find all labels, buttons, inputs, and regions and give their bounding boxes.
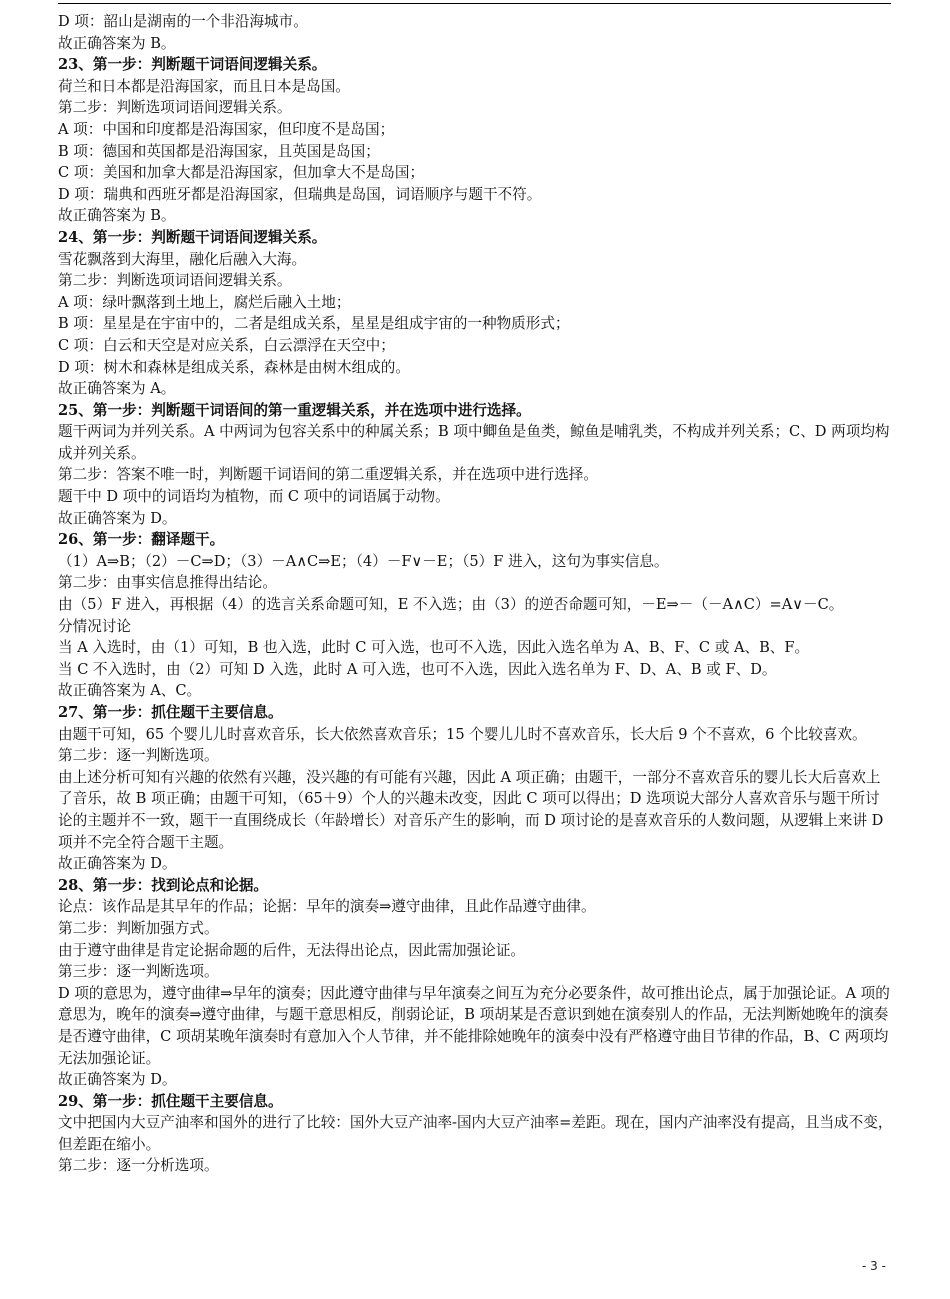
question-heading-line: 29、第一步：抓住题干主要信息。 (58, 1092, 283, 1110)
answer-explanations-text (58, 11, 894, 1177)
text-line: 第二步：由事实信息推得出结论。 (58, 574, 277, 592)
text-line: 由（5）F 进入，再根据（4）的选言关系命题可知，E 不入选；由（3）的逆否命题可知，－E⇒－（－A∧C）=A∨－C。 (58, 596, 844, 614)
text-line: 故正确答案为 B。 (58, 207, 176, 225)
text-line: C 项：白云和天空是对应关系，白云漂浮在天空中； (58, 336, 395, 354)
text-line: D 项的意思为，遵守曲律⇒早年的演奏；因此遵守曲律与早年演奏之间互为充分必要条件，故可推出论点，属于加强论证。A 项的意思为，晚年的演奏⇒遵守曲律，与题干意思相反，削弱论证，B 项胡某是否意识到她在演奏别人的作品，无法判断她晚年的演奏是否遵守曲律，C 项胡某晚年演奏时有意加入个人节律，并不能排除她晚年的演奏中没有严格遵守曲目节律的作品，B、C 两项均无法加强论证。 (58, 984, 890, 1067)
text-line: B 项：德国和英国都是沿海国家，且英国是岛国； (58, 142, 380, 160)
text-line: B 项：星星是在宇宙中的，二者是组成关系，星星是组成宇宙的一种物质形式； (58, 315, 570, 333)
text-line: A 项：中国和印度都是沿海国家，但印度不是岛国； (58, 120, 395, 138)
text-line: 文中把国内大豆产油率和国外的进行了比较：国外大豆产油率-国内大豆产油率=差距。现在，国内产油率没有提高，且当成不变，但差距在缩小。 (58, 1114, 893, 1153)
text-line: 第二步：逐一判断选项。 (58, 747, 219, 765)
text-line: 故正确答案为 D。 (58, 509, 177, 527)
text-line: D 项：树木和森林是组成关系，森林是由树木组成的。 (58, 358, 410, 376)
text-line: 第二步：判断加强方式。 (58, 919, 219, 937)
text-line: D 项：瑞典和西班牙都是沿海国家，但瑞典是岛国，词语顺序与题干不符。 (58, 185, 542, 203)
text-line: 题干中 D 项中的词语均为植物，而 C 项中的词语属于动物。 (58, 488, 450, 506)
text-line: 第二步：判断选项词语间逻辑关系。 (58, 99, 292, 117)
text-line: 当 C 不入选时，由（2）可知 D 入选，此时 A 可入选，也可不入选，因此入选名单为 F、D、A、B 或 F、D。 (58, 660, 777, 678)
question-heading-line: 23、第一步：判断题干词语间逻辑关系。 (58, 56, 327, 74)
text-line: 第二步：判断选项词语间逻辑关系。 (58, 272, 292, 290)
text-line: A 项：绿叶飘落到土地上，腐烂后融入土地； (58, 293, 351, 311)
text-line: 荷兰和日本都是沿海国家，而且日本是岛国。 (58, 77, 350, 95)
text-line: 故正确答案为 B。 (58, 34, 176, 52)
text-line: 由题干可知，65 个婴儿儿时喜欢音乐，长大依然喜欢音乐；15 个婴儿儿时不喜欢音乐，长大后 9 个不喜欢，6 个比较喜欢。 (58, 725, 867, 743)
text-line: 故正确答案为 A、C。 (58, 682, 202, 700)
text-line: 故正确答案为 D。 (58, 855, 177, 873)
text-line: 当 A 入选时，由（1）可知，B 也入选，此时 C 可入选，也可不入选，因此入选名单为 A、B、F、C 或 A、B、F。 (58, 639, 810, 657)
text-line: 故正确答案为 D。 (58, 1071, 177, 1089)
text-line: 论点：该作品是其早年的作品；论据：早年的演奏⇒遵守曲律，且此作品遵守曲律。 (58, 898, 596, 916)
text-line: 题干两词为并列关系。A 中两词为包容关系中的种属关系；B 项中鲫鱼是鱼类，鲸鱼是哺乳类，不构成并列关系；C、D 两项均构成并列关系。 (58, 423, 890, 462)
page-number: - 3 - (862, 1259, 886, 1273)
text-line: 分情况讨论 (58, 617, 131, 635)
text-line: 由于遵守曲律是肯定论据命题的后件，无法得出论点，因此需加强论证。 (58, 941, 526, 959)
question-heading-line: 28、第一步：找到论点和论据。 (58, 876, 269, 894)
header-rule (58, 3, 891, 4)
text-line: （1）A⇒B；（2）－C⇒D；（3）－A∧C⇒E；（4）－F∨－E；（5）F 进入，这句为事实信息。 (58, 552, 669, 570)
text-line: 雪花飘落到大海里，融化后融入大海。 (58, 250, 307, 268)
question-heading-line: 27、第一步：抓住题干主要信息。 (58, 704, 283, 721)
question-heading-line: 25、第一步：判断题干词语间的第一重逻辑关系，并在选项中进行选择。 (58, 401, 531, 419)
text-line: C 项：美国和加拿大都是沿海国家，但加拿大不是岛国； (58, 164, 425, 182)
text-line: D 项：韶山是湖南的一个非沿海城市。 (58, 13, 308, 30)
text-line: 由上述分析可知有兴趣的依然有兴趣，没兴趣的有可能有兴趣，因此 A 项正确；由题干，一部分不喜欢音乐的婴儿长大后喜欢上了音乐，故 B 项正确；由题干可知，（65＋9）个人的兴趣未改变，因此 C 项可以得出；D 选项说大部分人喜欢音乐与题干所讨论的主题并不一致，题干一直围绕成长（年龄增长）对音乐产生的影响，而 D 项讨论的是喜欢音乐的人数问题，从逻辑上来讲 D 项并不完全符合题干主题。 (58, 768, 884, 851)
text-line: 第二步：答案不唯一时，判断题干词语间的第二重逻辑关系，并在选项中进行选择。 (58, 466, 598, 484)
question-heading-line: 26、第一步：翻译题干。 (58, 531, 225, 549)
text-line: 第三步：逐一判断选项。 (58, 963, 219, 981)
question-heading-line: 24、第一步：判断题干词语间逻辑关系。 (58, 228, 327, 246)
text-line: 故正确答案为 A。 (58, 380, 176, 398)
text-line: 第二步：逐一分析选项。 (58, 1157, 219, 1175)
